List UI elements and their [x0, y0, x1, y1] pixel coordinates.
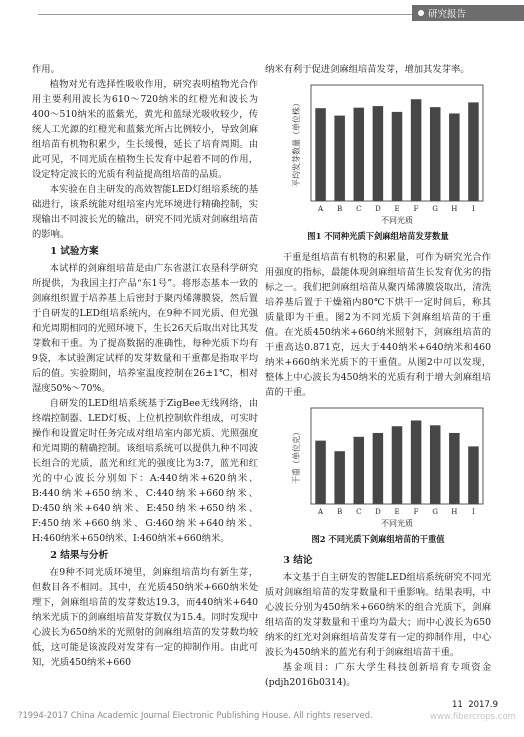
x-tick-label: B — [337, 508, 343, 516]
x-axis-label: 不同光质 — [381, 216, 413, 225]
x-tick-label: D — [375, 205, 381, 213]
right-middle-text — [265, 250, 491, 400]
x-tick-label: I — [472, 508, 475, 516]
paragraph: 自研发的LED组培系统基于ZigBee无线网络，由终端控制器、LED灯板、上位机控制软件组成，可实时操作和设置定时任务完成对组培室内部光质、光照强度和光周期的精确控制。该组培系统可以提供九种不同波长组合的光质，蓝光和红光的强度比为3:7，蓝光和红光的中心波长分别如下：A:440纳米+620纳米、B:440纳米+650纳米、C:440纳米+660纳米、D:450纳米+640纳米、E:450纳米+650纳米、F:450纳米+660纳米、G:460纳米+640纳米、H:460纳米+650纳米、I:460纳米+660纳米。 — [32, 398, 258, 544]
x-axis-label: 不同光质 — [381, 519, 413, 528]
paragraph: 干重是组培苗有机物的积累量，可作为研究光合作用强度的指标，最能体现剑麻组培苗生长发育优劣的指标之一。我们把剑麻组培苗从聚丙烯薄膜袋取出，清洗培养基后置于干燥箱内80℃下烘干一定时间后，称其质量即为干重。图2为不同光质下剑麻组培苗的干重值。在光质450纳米+660纳米照射下，剑麻组培苗的干重高达0.871克，远大于440纳米+640纳米和460纳米+660纳米光质下的干重值。从图2中可以发现，整体上中心波长为450纳米的光质有利于增大剑麻组培苗的干重。 — [265, 252, 491, 398]
paragraph: 纳米有利于促进剑麻组培苗发芽，增加其发芽率。 — [265, 64, 470, 75]
copyright-footer: ?1994-2017 China Academic Journal Electronic Publishing House. All rights reserved. — [18, 710, 373, 720]
x-tick-label: G — [432, 205, 439, 213]
x-tick-label: C — [356, 205, 362, 213]
bar-H — [449, 113, 460, 201]
paragraph: 本试样的剑麻组培苗是由广东省湛江农垦科学研究所提供，为我国主打产品“东1号”。将形态基本一致的剑麻组织置于培养基上后密封于聚丙烯薄膜袋，然后置于自研发的LED组培系统内，在9种不同光质、但光强和光周期相同的光照环境下，生长26天后取出对比其发芽数和干重。为了提高数据的准确性，每种光质下均有9袋，本试验测定试样的发芽数量和干重都是指取平均后的值。实验期间，培养室温度控制在26±1℃，相对湿度50%～70%。 — [32, 263, 258, 394]
paragraph: 本实验在自主研发的高效智能LED灯组培系统的基础进行，该系统能对组培室内光环境进行精确控制，实现输出不同波长光的输出，研究不同光质对剑麻组培苗的影响。 — [32, 184, 258, 240]
bar-G — [430, 425, 441, 504]
x-tick-label: E — [394, 205, 400, 213]
x-tick-label: A — [318, 205, 324, 213]
figure-1 — [265, 77, 491, 244]
x-tick-label: F — [413, 205, 419, 213]
bar-E — [392, 112, 403, 201]
x-tick-label: A — [318, 508, 324, 516]
left-column — [32, 62, 258, 670]
bar-D — [373, 433, 384, 504]
bullet-icon — [418, 10, 424, 16]
bar-D — [373, 106, 384, 201]
figure-2-caption: 图2 不同光质下剑麻组培苗的干重值 — [311, 534, 445, 544]
section-title: 研究报告 — [428, 9, 467, 20]
dry-weight-chart — [265, 400, 491, 530]
figure-1-caption: 图1 不同种光质下剑麻组培苗发芽数量 — [307, 231, 449, 241]
paragraph: 在9种不同光质环境里，剑麻组培苗均有新生芽，但数目各不相同。其中，在光质450纳米+660纳米处理下，剑麻组培苗的发芽数达19.3，而440纳米+640纳米光质下的剑麻组培苗发芽数仅为15.4。同时发现中心波长为650纳米的光照射的剑麻组培苗的发芽数均较低，这可能是该波段对发芽有一定的抑制作用。由此可知，光质450纳米+660 — [32, 567, 258, 668]
page-number: 11 2017.9 — [452, 700, 498, 710]
bar-C — [354, 437, 365, 504]
section-heading: 3 结论 — [283, 555, 313, 566]
bar-G — [430, 107, 441, 201]
paragraph: 植物对光有选择性吸收作用，研究表明植物光合作用主要利用波长为610～720纳米的红橙光和波长为400～510纳米的蓝紫光，黄光和蓝绿光吸收较少，传统人工光源的红橙光和蓝紫光所占比例较小，导致剑麻组培苗有机物积累少，生长缓慢，延长了培育周期。由此可见，不同光质在植物生长发育中起着不同的作用，设定特定波长的光质有利益提高组培苗的品质。 — [32, 79, 258, 180]
x-tick-label: F — [413, 508, 419, 516]
header-rule — [38, 14, 412, 15]
bar-C — [354, 108, 365, 201]
bar-E — [392, 426, 403, 504]
bar-A — [315, 108, 326, 201]
x-tick-label: B — [337, 205, 343, 213]
bar-A — [315, 441, 326, 504]
paragraph: 作用。 — [32, 64, 60, 75]
x-tick-label: H — [451, 205, 458, 213]
x-tick-label: E — [394, 508, 400, 516]
x-tick-label: H — [451, 508, 458, 516]
paragraph: 本文基于自主研发的智能LED组培系统研究不同光质对剑麻组培苗的发芽数量和干重影响。结果表明，中心波长分别为450纳米+660纳米的组合光质下，剑麻组培苗的发芽数量和干重均为最大；而中心波长为650纳米的红光对剑麻组培苗发芽有一定的抑制作用，中心波长为450纳米的蓝光有利于剑麻组培苗干重。 — [265, 572, 491, 658]
bar-I — [468, 446, 479, 504]
paragraph: 基金项目：广东大学生科技创新培育专项资金(pdjh2016b0314)。 — [265, 662, 491, 688]
y-axis-label: 平均发芽数量（单位株） — [292, 99, 301, 187]
bar-F — [411, 99, 422, 201]
bar-F — [411, 420, 422, 504]
watermark: www.fibercrops.com — [430, 712, 516, 722]
x-tick-label: G — [432, 508, 439, 516]
germination-chart — [265, 77, 491, 227]
right-bottom-text — [265, 553, 491, 690]
bar-H — [449, 433, 460, 504]
section-header — [412, 5, 524, 21]
x-tick-label: D — [375, 508, 381, 516]
figure-2 — [265, 400, 491, 547]
section-heading: 1 试验方案 — [50, 246, 99, 257]
x-tick-label: I — [472, 205, 475, 213]
bar-B — [334, 116, 345, 201]
bar-B — [334, 451, 345, 504]
x-tick-label: C — [356, 508, 362, 516]
y-axis-label: 干重（单位克） — [292, 428, 301, 484]
right-column — [265, 62, 491, 690]
bar-I — [468, 102, 479, 201]
section-heading: 2 结果与分析 — [50, 550, 109, 561]
